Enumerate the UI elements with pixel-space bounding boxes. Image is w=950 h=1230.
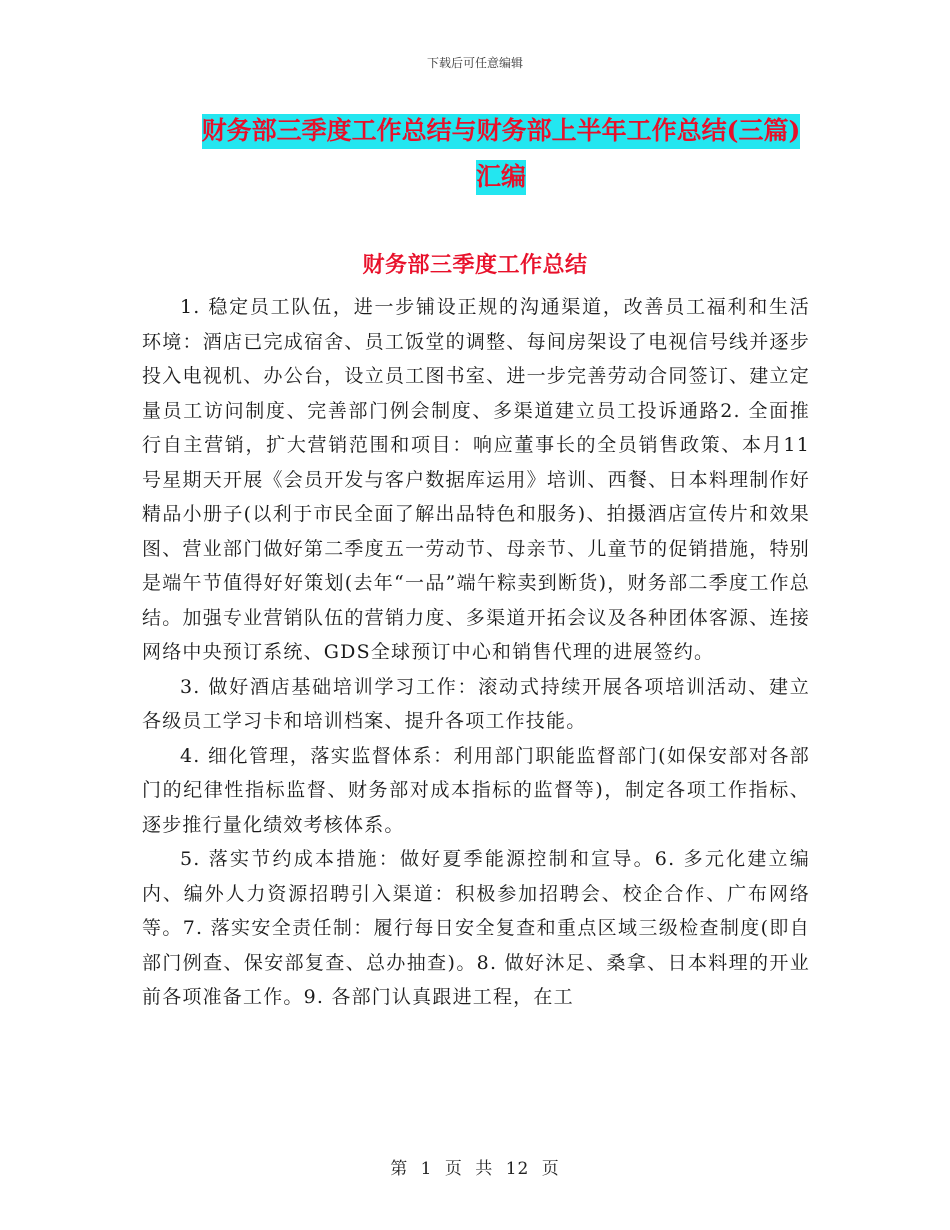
- section-heading: 财务部三季度工作总结: [362, 252, 588, 278]
- paragraph: 5. 落实节约成本措施：做好夏季能源控制和宣导。6. 多元化建立编内、编外人力资源招聘引入渠道：积极参加招聘会、校企合作、广布网络等。7. 落实安全责任制：履行每日安全复查和重点区域三级检查制度(即自部门例查、保安部复查、总办抽查)。8. 做好沐足、桑拿、日本料理的开业前各项准备工作。9. 各部门认真跟进工程，在工: [142, 848, 810, 1008]
- paragraph: 3. 做好酒店基础培训学习工作：滚动式持续开展各项培训活动、建立各级员工学习卡和培训档案、提升各项工作技能。: [142, 675, 810, 732]
- document-body: [142, 290, 810, 1015]
- page-number-footer: 第 1 页 共 12 页: [390, 1159, 560, 1179]
- paragraph: 4. 细化管理，落实监督体系：利用部门职能监督部门(如保安部对各部门的纪律性指标监督、财务部对成本指标的监督等)，制定各项工作指标、逐步推行量化绩效考核体系。: [142, 744, 810, 836]
- document-title: [195, 108, 807, 200]
- download-note: 下载后可任意编辑: [426, 56, 523, 70]
- document-title-text: 财务部三季度工作总结与财务部上半年工作总结(三篇)汇编: [202, 114, 801, 195]
- paragraph: 1. 稳定员工队伍，进一步铺设正规的沟通渠道，改善员工福利和生活环境：酒店已完成宿舍、员工饭堂的调整、每间房架设了电视信号线并逐步投入电视机、办公台，设立员工图书室、进一步完善劳动合同签订、建立定量员工访问制度、完善部门例会制度、多渠道建立员工投诉通路2. 全面推行自主营销，扩大营销范围和项目：响应董事长的全员销售政策、本月11号星期天开展《会员开发与客户数据库运用》培训、西餐、日本料理制作好精品小册子(以利于市民全面了解出品特色和服务)、拍摄酒店宣传片和效果图、营业部门做好第二季度五一劳动节、母亲节、儿童节的促销措施，特别是端午节值得好好策划(去年“一品”端午粽卖到断货)，财务部二季度工作总结。加强专业营销队伍的营销力度、多渠道开拓会议及各种团体客源、连接网络中央预订系统、GDS全球预订中心和销售代理的进展签约。: [142, 296, 810, 663]
